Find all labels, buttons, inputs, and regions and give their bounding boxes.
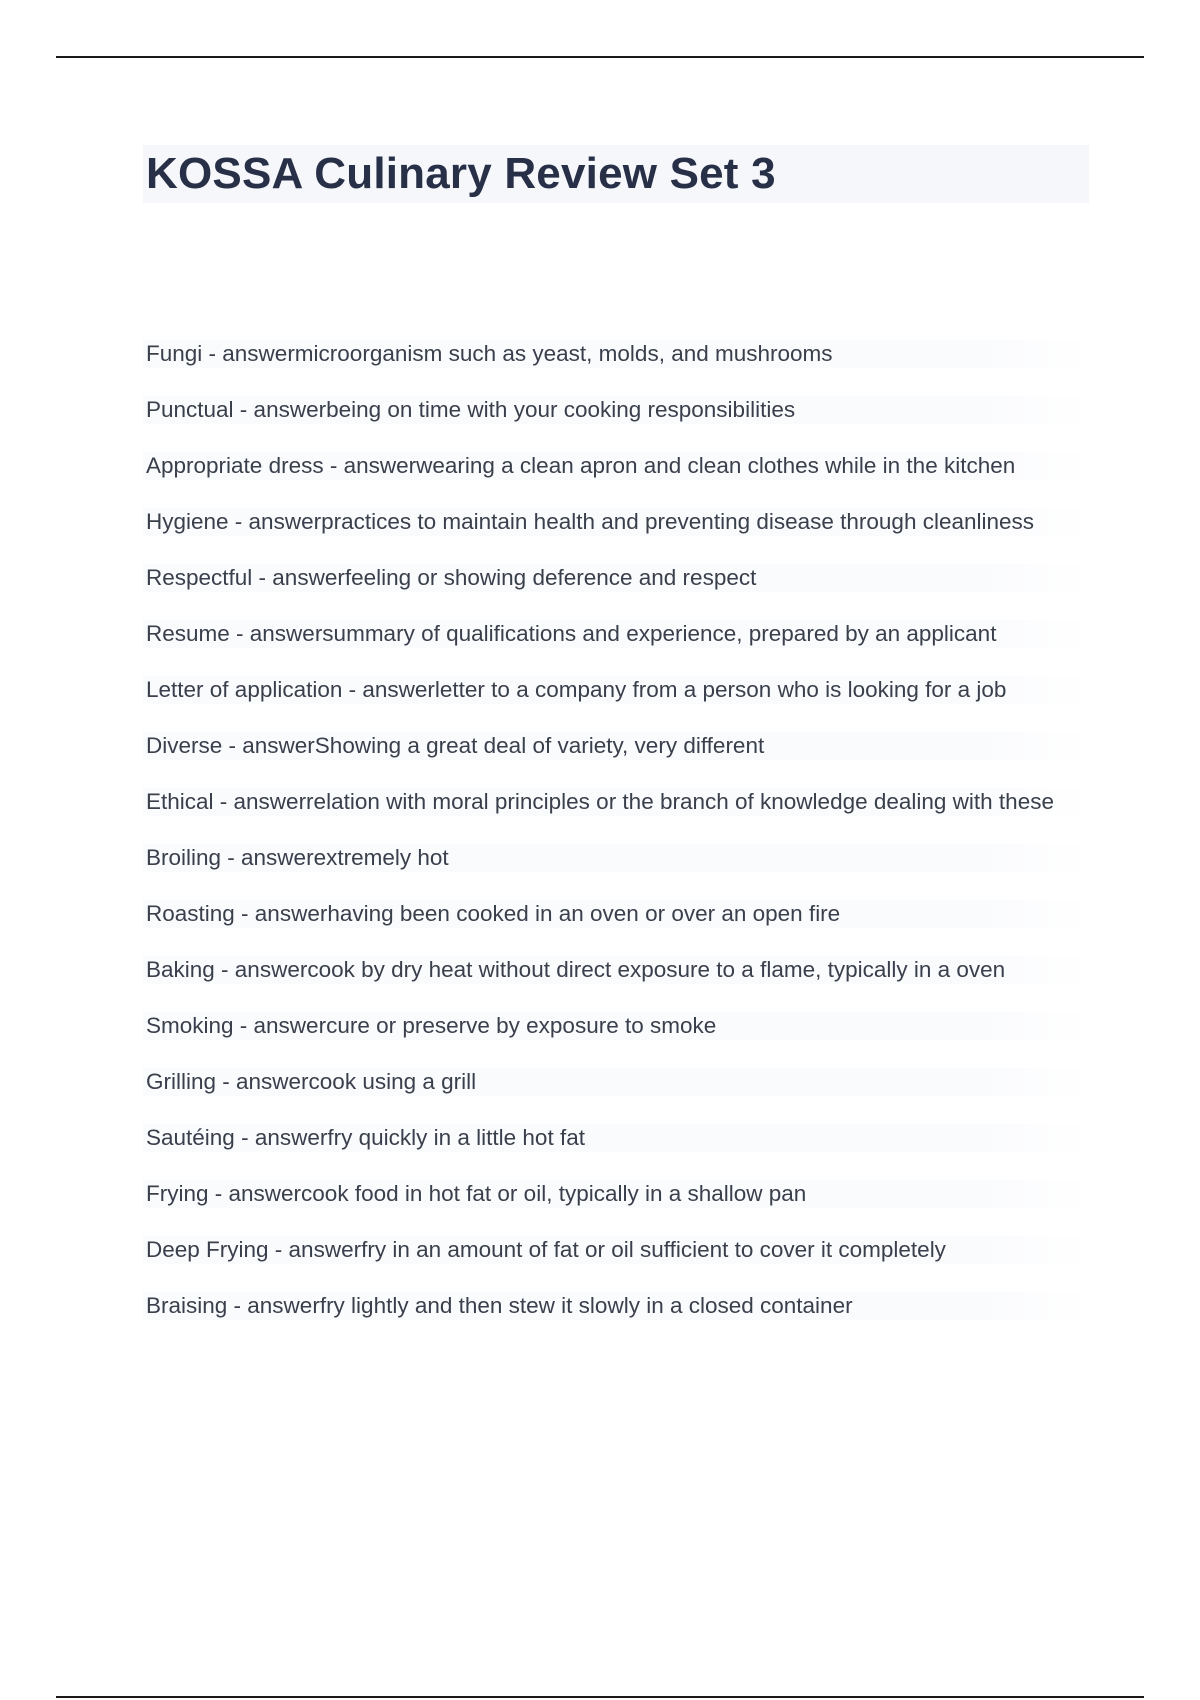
term-entry: Baking - answercook by dry heat without direct exposure to a flame, typically in a oven xyxy=(143,956,1093,984)
bottom-rule xyxy=(56,1696,1144,1698)
term-entry: Respectful - answerfeeling or showing deference and respect xyxy=(143,564,1093,592)
term-entry: Punctual - answerbeing on time with your cooking responsibilities xyxy=(143,396,1093,424)
term-entry: Grilling - answercook using a grill xyxy=(143,1068,1093,1096)
term-entry: Sautéing - answerfry quickly in a little hot fat xyxy=(143,1124,1093,1152)
term-entry: Ethical - answerrelation with moral principles or the branch of knowledge dealing with these xyxy=(143,788,1093,816)
term-list xyxy=(143,340,1093,1348)
term-entry: Braising - answerfry lightly and then stew it slowly in a closed container xyxy=(143,1292,1093,1320)
term-entry: Frying - answercook food in hot fat or oil, typically in a shallow pan xyxy=(143,1180,1093,1208)
term-entry: Appropriate dress - answerwearing a clean apron and clean clothes while in the kitchen xyxy=(143,452,1093,480)
top-rule xyxy=(56,56,1144,58)
term-entry: Roasting - answerhaving been cooked in an oven or over an open fire xyxy=(143,900,1093,928)
term-entry: Fungi - answermicroorganism such as yeast, molds, and mushrooms xyxy=(143,340,1093,368)
term-entry: Hygiene - answerpractices to maintain health and preventing disease through cleanliness xyxy=(143,508,1093,536)
term-entry: Letter of application - answerletter to a company from a person who is looking for a job xyxy=(143,676,1093,704)
term-entry: Deep Frying - answerfry in an amount of fat or oil sufficient to cover it completely xyxy=(143,1236,1093,1264)
term-entry: Smoking - answercure or preserve by exposure to smoke xyxy=(143,1012,1093,1040)
term-entry: Broiling - answerextremely hot xyxy=(143,844,1093,872)
page-title: KOSSA Culinary Review Set 3 xyxy=(146,149,776,198)
term-entry: Resume - answersummary of qualifications and experience, prepared by an applicant xyxy=(143,620,1093,648)
term-entry: Diverse - answerShowing a great deal of variety, very different xyxy=(143,732,1093,760)
